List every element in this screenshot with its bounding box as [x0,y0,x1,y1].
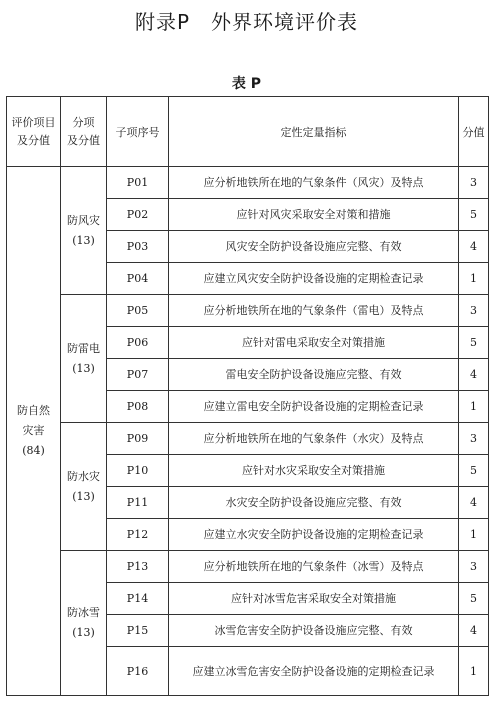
header-score: 分值 [459,97,489,167]
row-indicator: 应建立冰雪危害安全防护设备设施的定期检查记录 [169,647,459,696]
row-code: P11 [107,487,169,519]
header-category-line1: 评价项目 [11,115,56,129]
row-score: 1 [459,263,489,295]
row-indicator: 雷电安全防护设备设施应完整、有效 [169,359,459,391]
row-indicator: 应分析地铁所在地的气象条件（雷电）及特点 [169,295,459,327]
row-score: 5 [459,327,489,359]
row-indicator: 风灾安全防护设备设施应完整、有效 [169,231,459,263]
row-score: 3 [459,551,489,583]
row-score: 5 [459,583,489,615]
row-score: 4 [459,359,489,391]
row-indicator: 应针对水灾采取安全对策措施 [169,455,459,487]
row-score: 5 [459,455,489,487]
row-score: 4 [459,231,489,263]
row-score: 4 [459,487,489,519]
row-indicator: 应建立水灾安全防护设备设施的定期检查记录 [169,519,459,551]
row-code: P07 [107,359,169,391]
category-score: (84) [22,444,45,457]
subcategory-score: (13) [72,233,95,247]
row-indicator: 应建立雷电安全防护设备设施的定期检查记录 [169,391,459,423]
row-indicator: 水灾安全防护设备设施应完整、有效 [169,487,459,519]
row-score: 4 [459,615,489,647]
subcategory-score: (13) [72,361,95,375]
row-code: P04 [107,263,169,295]
row-code: P13 [107,551,169,583]
header-code: 子项序号 [107,97,169,167]
row-code: P06 [107,327,169,359]
row-code: P10 [107,455,169,487]
category-name-line1: 防自然 [17,404,50,417]
category-cell [7,167,61,696]
row-code: P08 [107,391,169,423]
subcategory-name: 防水灾 [67,469,100,483]
subcategory-cell [61,551,107,696]
subcategory-score: (13) [72,626,95,639]
header-subcategory-line2: 及分值 [67,133,100,147]
row-code: P14 [107,583,169,615]
row-indicator: 应分析地铁所在地的气象条件（冰雪）及特点 [169,551,459,583]
table-caption: 表 P [231,76,262,92]
page-title: 附录P 外界环境评价表 [134,10,359,34]
table-row [7,551,489,583]
subcategory-name: 防冰雪 [67,606,100,619]
subcategory-name: 防风灾 [67,213,100,227]
subcategory-name: 防雷电 [67,341,100,355]
row-code: P02 [107,199,169,231]
row-code: P03 [107,231,169,263]
subcategory-cell [61,423,107,551]
row-code: P12 [107,519,169,551]
row-indicator: 应分析地铁所在地的气象条件（风灾）及特点 [169,167,459,199]
category-name-line2: 灾害 [22,424,45,437]
header-category-line2: 及分值 [17,133,50,147]
table-row [7,295,489,327]
row-indicator: 冰雪危害安全防护设备设施应完整、有效 [169,615,459,647]
table-row [7,167,489,199]
row-indicator: 应分析地铁所在地的气象条件（水灾）及特点 [169,423,459,455]
row-code: P16 [107,647,169,696]
row-indicator: 应针对风灾采取安全对策和措施 [169,199,459,231]
row-score: 5 [459,199,489,231]
header-row [7,97,489,167]
row-code: P05 [107,295,169,327]
row-score: 1 [459,391,489,423]
row-indicator: 应建立风灾安全防护设备设施的定期检查记录 [169,263,459,295]
row-code: P09 [107,423,169,455]
row-score: 1 [459,519,489,551]
row-score: 1 [459,647,489,696]
subcategory-score: (13) [72,489,95,503]
evaluation-table [6,96,489,696]
header-indicator: 定性定量指标 [169,97,459,167]
subcategory-cell [61,167,107,295]
row-score: 3 [459,295,489,327]
table-row [7,423,489,455]
row-indicator: 应针对雷电采取安全对策措施 [169,327,459,359]
header-subcategory-line1: 分项 [72,115,95,129]
row-score: 3 [459,167,489,199]
header-category [7,97,61,167]
header-subcategory [61,97,107,167]
row-score: 3 [459,423,489,455]
row-code: P15 [107,615,169,647]
subcategory-cell [61,295,107,423]
row-indicator: 应针对冰雪危害采取安全对策措施 [169,583,459,615]
row-code: P01 [107,167,169,199]
